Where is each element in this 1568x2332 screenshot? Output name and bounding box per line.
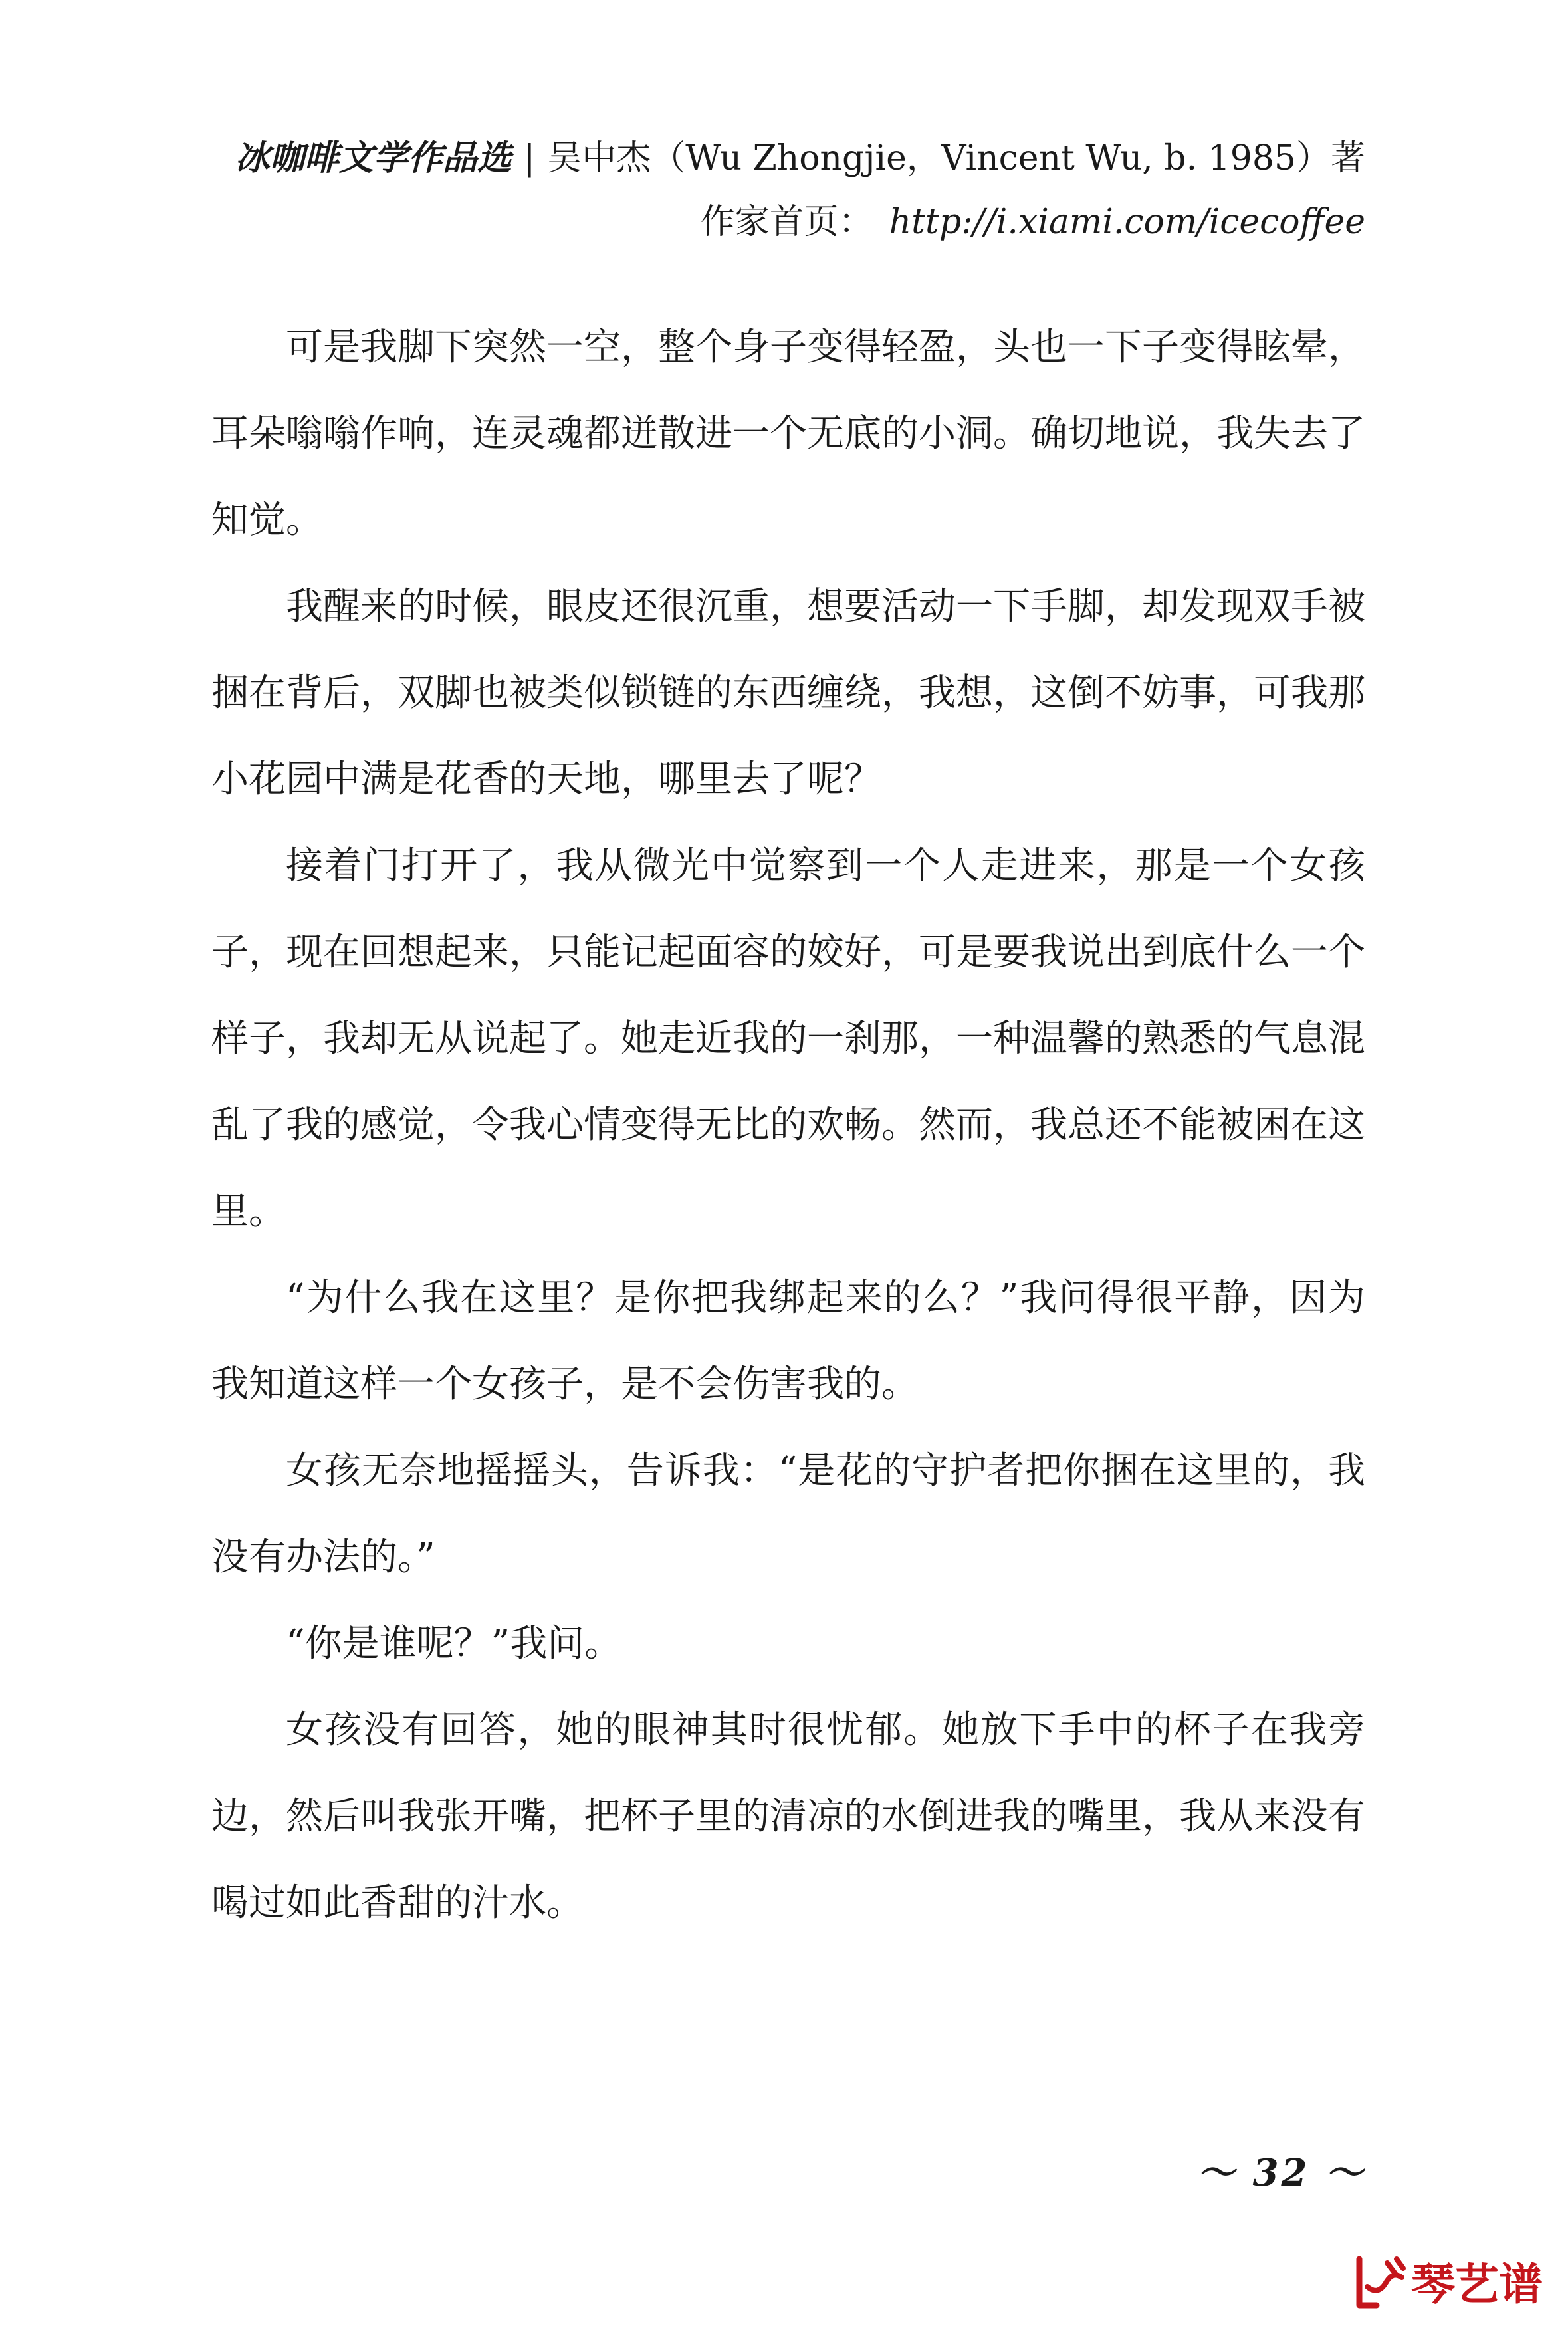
qinyipu-logo-icon — [1354, 2251, 1407, 2311]
watermark-text: 琴艺谱 — [1411, 2259, 1543, 2310]
header-homepage-line — [235, 190, 1365, 254]
paragraph-5: 女孩无奈地摇摇头，告诉我：“是花的守护者把你捆在这里的，我没有办法的。” — [211, 1449, 1365, 1579]
paragraph-7: 女孩没有回答，她的眼神其时很忧郁。她放下手中的杯子在我旁边，然后叫我张开嘴，把杯子里的清凉的水倒进我的嘴里，我从来没有喝过如此香甜的汁水。 — [211, 1708, 1365, 1924]
body-text — [211, 304, 1365, 1946]
paragraph-2: 我醒来的时候，眼皮还很沉重，想要活动一下手脚，却发现双手被捆在背后，双脚也被类似锁链的东西缠绕，我想，这倒不妨事，可我那小花园中满是花香的天地，哪里去了呢？ — [211, 585, 1365, 801]
homepage-link[interactable]: http://i.xiami.com/icecoffee — [889, 202, 1365, 242]
paragraph-1: 可是我脚下突然一空，整个身子变得轻盈，头也一下子变得眩晕，耳朵嗡嗡作响，连灵魂都迸散进一个无底的小洞。确切地说，我失去了知觉。 — [211, 326, 1365, 542]
header-separator: | — [523, 138, 536, 178]
paragraph-4: “为什么我在这里？是你把我绑起来的么？”我问得很平静，因为我知道这样一个女孩子，是不会伤害我的。 — [211, 1276, 1365, 1406]
author-credit: 吴中杰（Wu Zhongjie，Vincent Wu, b. 1985）著 — [547, 138, 1365, 178]
series-title: 冰咖啡文学作品选 — [235, 138, 512, 178]
header-title-line — [235, 126, 1365, 190]
paragraph-6: “你是谁呢？”我问。 — [286, 1622, 622, 1665]
page-number: ～ 32 ～ — [1197, 2151, 1365, 2195]
paragraph-3: 接着门打开了，我从微光中觉察到一个人走进来，那是一个女孩子，现在回想起来，只能记起面容的姣好，可是要我说出到底什么一个样子，我却无从说起了。她走近我的一刹那，一种温馨的熟悉的气息混乱了我的感觉，令我心情变得无比的欢畅。然而，我总还不能被困在这里。 — [211, 844, 1365, 1233]
watermark — [1354, 2249, 1543, 2312]
page-header — [235, 126, 1365, 254]
homepage-label: 作家首页： — [700, 202, 873, 242]
